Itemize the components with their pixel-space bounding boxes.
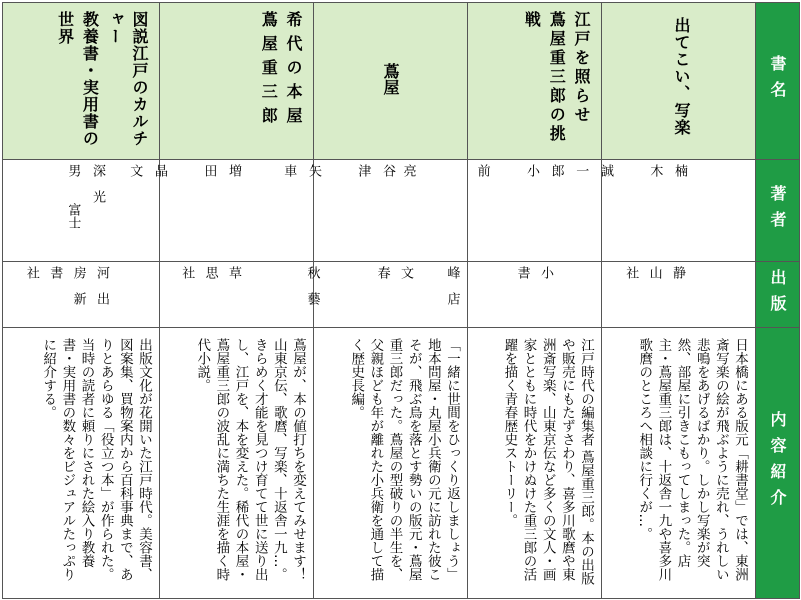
publisher-cell — [160, 262, 314, 328]
book-publisher: 文 春 秋 藝 — [304, 266, 413, 305]
book-publisher: 静 山 社 — [623, 266, 685, 279]
description-cell — [3, 328, 160, 599]
book-description: 蔦屋が、本の値打ちを変えてみせます！山東京伝、歌麿、写楽、十返舎一九…。きらめく才能を見つけ育てて世に送り出し、江戸を、本を変えた。稀代の本屋・蔦屋重三郎の波乱に満ちた生涯を描く時代小説。 — [194, 338, 306, 581]
header-content-label: 内容紹介 — [768, 411, 787, 515]
book-publisher: 草 思 社 — [179, 266, 241, 279]
book-description: 出版文化が花開いた江戸時代。美容書、図案集、買物案内から百科事典まで、ありとあらゆる「役立つ本」が作られた。当時の読者に頼りにされた絵入り教養書・実用書の数々をビジュアルたっぷりに紹介する。 — [40, 338, 152, 581]
book-description: 日本橋にある版元「耕書堂」では、東洲斎写楽の絵が飛ぶように売れ、うれしい悲鳴をあげるばかり。しかし写楽が突然、部屋に引きこもってしまった。店主・蔦屋重三郎は、十返舎一九や喜多川歌麿のところへ相談に行くが…。 — [636, 338, 748, 581]
book-description: 江戸時代の編集者 蔦屋重三郎。本の出版や販売にもたずさわり、喜多川歌麿や東洲斎写楽、山東京伝など多くの文人・画家とともに時代をかけぬけた重三郎の活躍を描く青春歴史ストーリー。 — [501, 338, 594, 586]
header-author-cell — [756, 160, 800, 262]
book-title-cell — [314, 3, 468, 160]
book-title-cell — [160, 3, 314, 160]
book-title: 希代の本屋 蔦屋重三郎 — [259, 11, 303, 131]
book-author: 谷 津 矢 車 — [281, 164, 395, 177]
book-title-cell — [602, 3, 756, 160]
description-cell — [314, 328, 468, 599]
book-title: 江戸を照らせ 蔦屋重三郎の挑戦 — [522, 11, 591, 144]
header-title-cell — [756, 3, 800, 160]
book-author: 深 光 男 富士 — [65, 164, 105, 229]
book-title: 蔦屋 — [381, 63, 400, 95]
book-publisher: 河 出 房 新 書 社 — [23, 266, 109, 305]
description-cell — [160, 328, 314, 599]
publisher-cell — [444, 262, 602, 328]
description-cell — [468, 328, 602, 599]
header-author-label: 著者 — [768, 184, 787, 237]
header-publisher-cell — [756, 262, 800, 328]
book-author: 小 前 亮 — [400, 164, 539, 177]
book-publisher: 小 書 峰 店 — [444, 266, 553, 305]
header-title-label: 書名 — [768, 55, 787, 107]
header-content-cell — [756, 328, 800, 599]
table-grid — [2, 2, 800, 599]
book-author: 楠 木 誠 一 郎 — [548, 164, 687, 177]
book-title-cell — [3, 3, 160, 160]
book-title: 出てこい、写楽 — [672, 17, 691, 136]
book-description: 「一緒に世間をひっくり返しましょう」地本問屋・丸屋小兵衛の元に訪れた彼こそが、飛ぶ鳥を落とす勢いの版元・蔦屋重三郎だった。蔦屋の型破りの半生を、父親ほども年が離れた小兵衛を通して描く歴史長編。 — [348, 338, 460, 581]
publisher-cell — [602, 262, 756, 328]
book-author: 増 田 晶 文 — [127, 164, 241, 177]
book-title-cell — [468, 3, 602, 160]
publisher-cell — [3, 262, 160, 328]
description-cell — [602, 328, 756, 599]
header-publisher-label: 出版 — [768, 268, 787, 321]
book-title: 図説江戸のカルチャー 教養書・実用書の世界 — [55, 11, 149, 147]
author-cell — [548, 160, 756, 262]
